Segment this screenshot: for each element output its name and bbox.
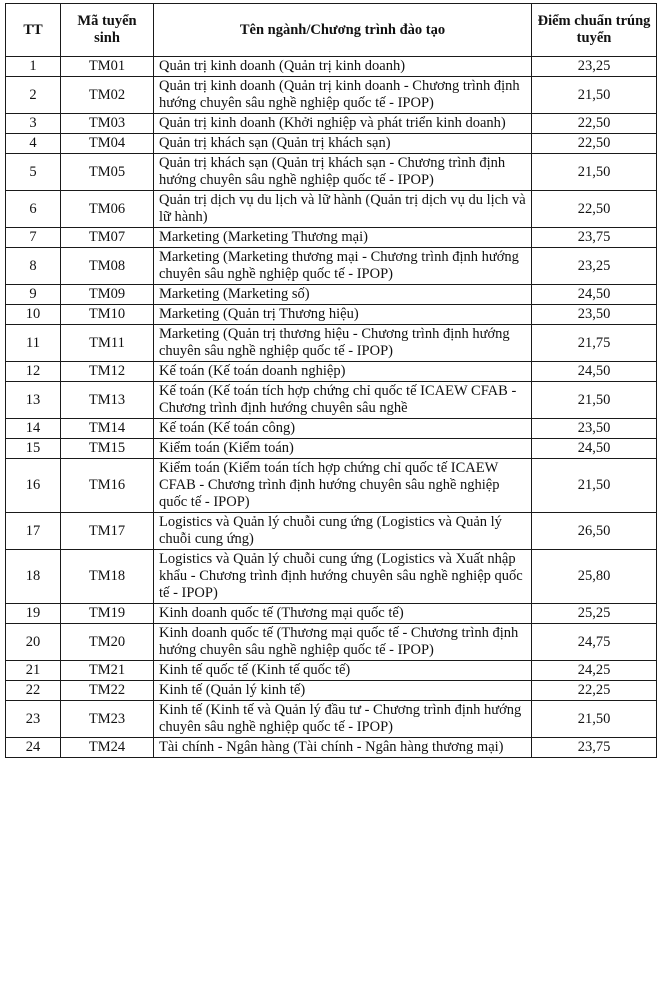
row-program-code: TM15 (61, 439, 154, 459)
row-program-code: TM04 (61, 134, 154, 154)
row-number: 4 (6, 134, 61, 154)
row-cutoff-score: 21,50 (532, 701, 657, 738)
table-row (6, 624, 657, 661)
row-program-name: Kế toán (Kế toán công) (154, 419, 532, 439)
row-number: 17 (6, 513, 61, 550)
table-row (6, 604, 657, 624)
row-program-code: TM22 (61, 681, 154, 701)
table-body (6, 57, 657, 758)
table-row (6, 738, 657, 758)
table-row (6, 134, 657, 154)
row-cutoff-score: 23,50 (532, 419, 657, 439)
table-row (6, 305, 657, 325)
admission-score-table (5, 3, 657, 758)
row-program-code: TM08 (61, 248, 154, 285)
row-cutoff-score: 24,25 (532, 661, 657, 681)
row-program-name: Tài chính - Ngân hàng (Tài chính - Ngân hàng thương mại) (154, 738, 532, 758)
row-cutoff-score: 24,50 (532, 439, 657, 459)
row-cutoff-score: 24,50 (532, 362, 657, 382)
table-row (6, 513, 657, 550)
row-number: 9 (6, 285, 61, 305)
row-program-code: TM17 (61, 513, 154, 550)
row-cutoff-score: 23,75 (532, 738, 657, 758)
row-program-name: Quản trị kinh doanh (Quản trị kinh doanh - Chương trình định hướng chuyên sâu nghề nghiệp quốc tế - IPOP) (154, 77, 532, 114)
row-cutoff-score: 25,80 (532, 550, 657, 604)
row-program-name: Logistics và Quản lý chuỗi cung ứng (Logistics và Xuất nhập khẩu - Chương trình định hướng chuyên sâu nghề nghiệp quốc tế - IPOP) (154, 550, 532, 604)
row-program-name: Kinh tế (Quản lý kinh tế) (154, 681, 532, 701)
row-program-code: TM09 (61, 285, 154, 305)
row-cutoff-score: 23,50 (532, 305, 657, 325)
row-cutoff-score: 22,50 (532, 134, 657, 154)
row-program-name: Logistics và Quản lý chuỗi cung ứng (Logistics và Quản lý chuỗi cung ứng) (154, 513, 532, 550)
table-row (6, 248, 657, 285)
row-cutoff-score: 22,50 (532, 191, 657, 228)
row-number: 14 (6, 419, 61, 439)
table-row (6, 114, 657, 134)
row-program-name: Kinh doanh quốc tế (Thương mại quốc tế) (154, 604, 532, 624)
table-row (6, 191, 657, 228)
row-number: 11 (6, 325, 61, 362)
row-program-name: Quản trị khách sạn (Quản trị khách sạn) (154, 134, 532, 154)
row-program-name: Marketing (Marketing Thương mại) (154, 228, 532, 248)
row-program-name: Kinh tế quốc tế (Kinh tế quốc tế) (154, 661, 532, 681)
row-cutoff-score: 22,25 (532, 681, 657, 701)
table-row (6, 550, 657, 604)
row-number: 8 (6, 248, 61, 285)
table-row (6, 382, 657, 419)
table-row (6, 228, 657, 248)
row-number: 23 (6, 701, 61, 738)
row-number: 7 (6, 228, 61, 248)
row-program-name: Kiểm toán (Kiểm toán tích hợp chứng chỉ quốc tế ICAEW CFAB - Chương trình định hướng chuyên sâu nghề nghiệp quốc tế - IPOP) (154, 459, 532, 513)
row-program-code: TM14 (61, 419, 154, 439)
row-program-code: TM07 (61, 228, 154, 248)
row-program-name: Kế toán (Kế toán doanh nghiệp) (154, 362, 532, 382)
table-row (6, 681, 657, 701)
row-cutoff-score: 21,75 (532, 325, 657, 362)
row-number: 5 (6, 154, 61, 191)
row-cutoff-score: 21,50 (532, 77, 657, 114)
row-program-code: TM13 (61, 382, 154, 419)
row-program-name: Quản trị khách sạn (Quản trị khách sạn - Chương trình định hướng chuyên sâu nghề nghiệp quốc tế - IPOP) (154, 154, 532, 191)
table-row (6, 459, 657, 513)
table-row (6, 362, 657, 382)
row-number: 20 (6, 624, 61, 661)
row-program-code: TM12 (61, 362, 154, 382)
row-program-name: Quản trị kinh doanh (Quản trị kinh doanh) (154, 57, 532, 77)
table-row (6, 285, 657, 305)
row-cutoff-score: 26,50 (532, 513, 657, 550)
row-program-code: TM19 (61, 604, 154, 624)
row-number: 22 (6, 681, 61, 701)
table-header-row (6, 4, 657, 57)
row-number: 24 (6, 738, 61, 758)
table-row (6, 439, 657, 459)
row-number: 13 (6, 382, 61, 419)
row-cutoff-score: 21,50 (532, 154, 657, 191)
row-number: 6 (6, 191, 61, 228)
document-page (5, 3, 657, 758)
row-cutoff-score: 25,25 (532, 604, 657, 624)
row-cutoff-score: 23,25 (532, 57, 657, 77)
row-cutoff-score: 21,50 (532, 459, 657, 513)
row-program-name: Marketing (Quản trị thương hiệu - Chương trình định hướng chuyên sâu nghề nghiệp quốc tế - IPOP) (154, 325, 532, 362)
row-number: 18 (6, 550, 61, 604)
header-ten-nganh: Tên ngành/Chương trình đào tạo (154, 4, 532, 57)
row-program-name: Kinh doanh quốc tế (Thương mại quốc tế - Chương trình định hướng chuyên sâu nghề nghiệp quốc tế - IPOP) (154, 624, 532, 661)
row-program-code: TM21 (61, 661, 154, 681)
row-cutoff-score: 24,50 (532, 285, 657, 305)
row-number: 15 (6, 439, 61, 459)
row-program-code: TM24 (61, 738, 154, 758)
row-cutoff-score: 23,75 (532, 228, 657, 248)
row-number: 3 (6, 114, 61, 134)
table-row (6, 77, 657, 114)
row-number: 10 (6, 305, 61, 325)
row-program-name: Kinh tế (Kinh tế và Quản lý đầu tư - Chương trình định hướng chuyên sâu nghề nghiệp quốc tế - IPOP) (154, 701, 532, 738)
table-row (6, 154, 657, 191)
table-row (6, 701, 657, 738)
row-program-code: TM10 (61, 305, 154, 325)
row-cutoff-score: 22,50 (532, 114, 657, 134)
row-number: 1 (6, 57, 61, 77)
row-program-name: Marketing (Marketing thương mại - Chương trình định hướng chuyên sâu nghề nghiệp quốc tế - IPOP) (154, 248, 532, 285)
row-program-code: TM06 (61, 191, 154, 228)
row-program-code: TM01 (61, 57, 154, 77)
row-program-name: Marketing (Marketing số) (154, 285, 532, 305)
header-ma-tuyen-sinh: Mã tuyển sinh (61, 4, 154, 57)
header-tt: TT (6, 4, 61, 57)
header-diem-chuan: Điểm chuẩn trúng tuyển (532, 4, 657, 57)
table-row (6, 57, 657, 77)
row-cutoff-score: 24,75 (532, 624, 657, 661)
row-program-code: TM05 (61, 154, 154, 191)
row-program-name: Kiểm toán (Kiểm toán) (154, 439, 532, 459)
row-cutoff-score: 23,25 (532, 248, 657, 285)
row-program-code: TM23 (61, 701, 154, 738)
row-program-code: TM16 (61, 459, 154, 513)
table-row (6, 325, 657, 362)
row-number: 2 (6, 77, 61, 114)
row-program-name: Quản trị kinh doanh (Khởi nghiệp và phát triển kinh doanh) (154, 114, 532, 134)
table-row (6, 661, 657, 681)
row-program-name: Quản trị dịch vụ du lịch và lữ hành (Quản trị dịch vụ du lịch và lữ hành) (154, 191, 532, 228)
row-program-code: TM18 (61, 550, 154, 604)
row-program-code: TM02 (61, 77, 154, 114)
row-program-name: Marketing (Quản trị Thương hiệu) (154, 305, 532, 325)
row-number: 16 (6, 459, 61, 513)
row-program-name: Kế toán (Kế toán tích hợp chứng chỉ quốc tế ICAEW CFAB - Chương trình định hướng chuyên sâu nghề (154, 382, 532, 419)
row-number: 19 (6, 604, 61, 624)
row-cutoff-score: 21,50 (532, 382, 657, 419)
row-program-code: TM11 (61, 325, 154, 362)
row-number: 12 (6, 362, 61, 382)
row-program-code: TM20 (61, 624, 154, 661)
table-row (6, 419, 657, 439)
row-number: 21 (6, 661, 61, 681)
row-program-code: TM03 (61, 114, 154, 134)
